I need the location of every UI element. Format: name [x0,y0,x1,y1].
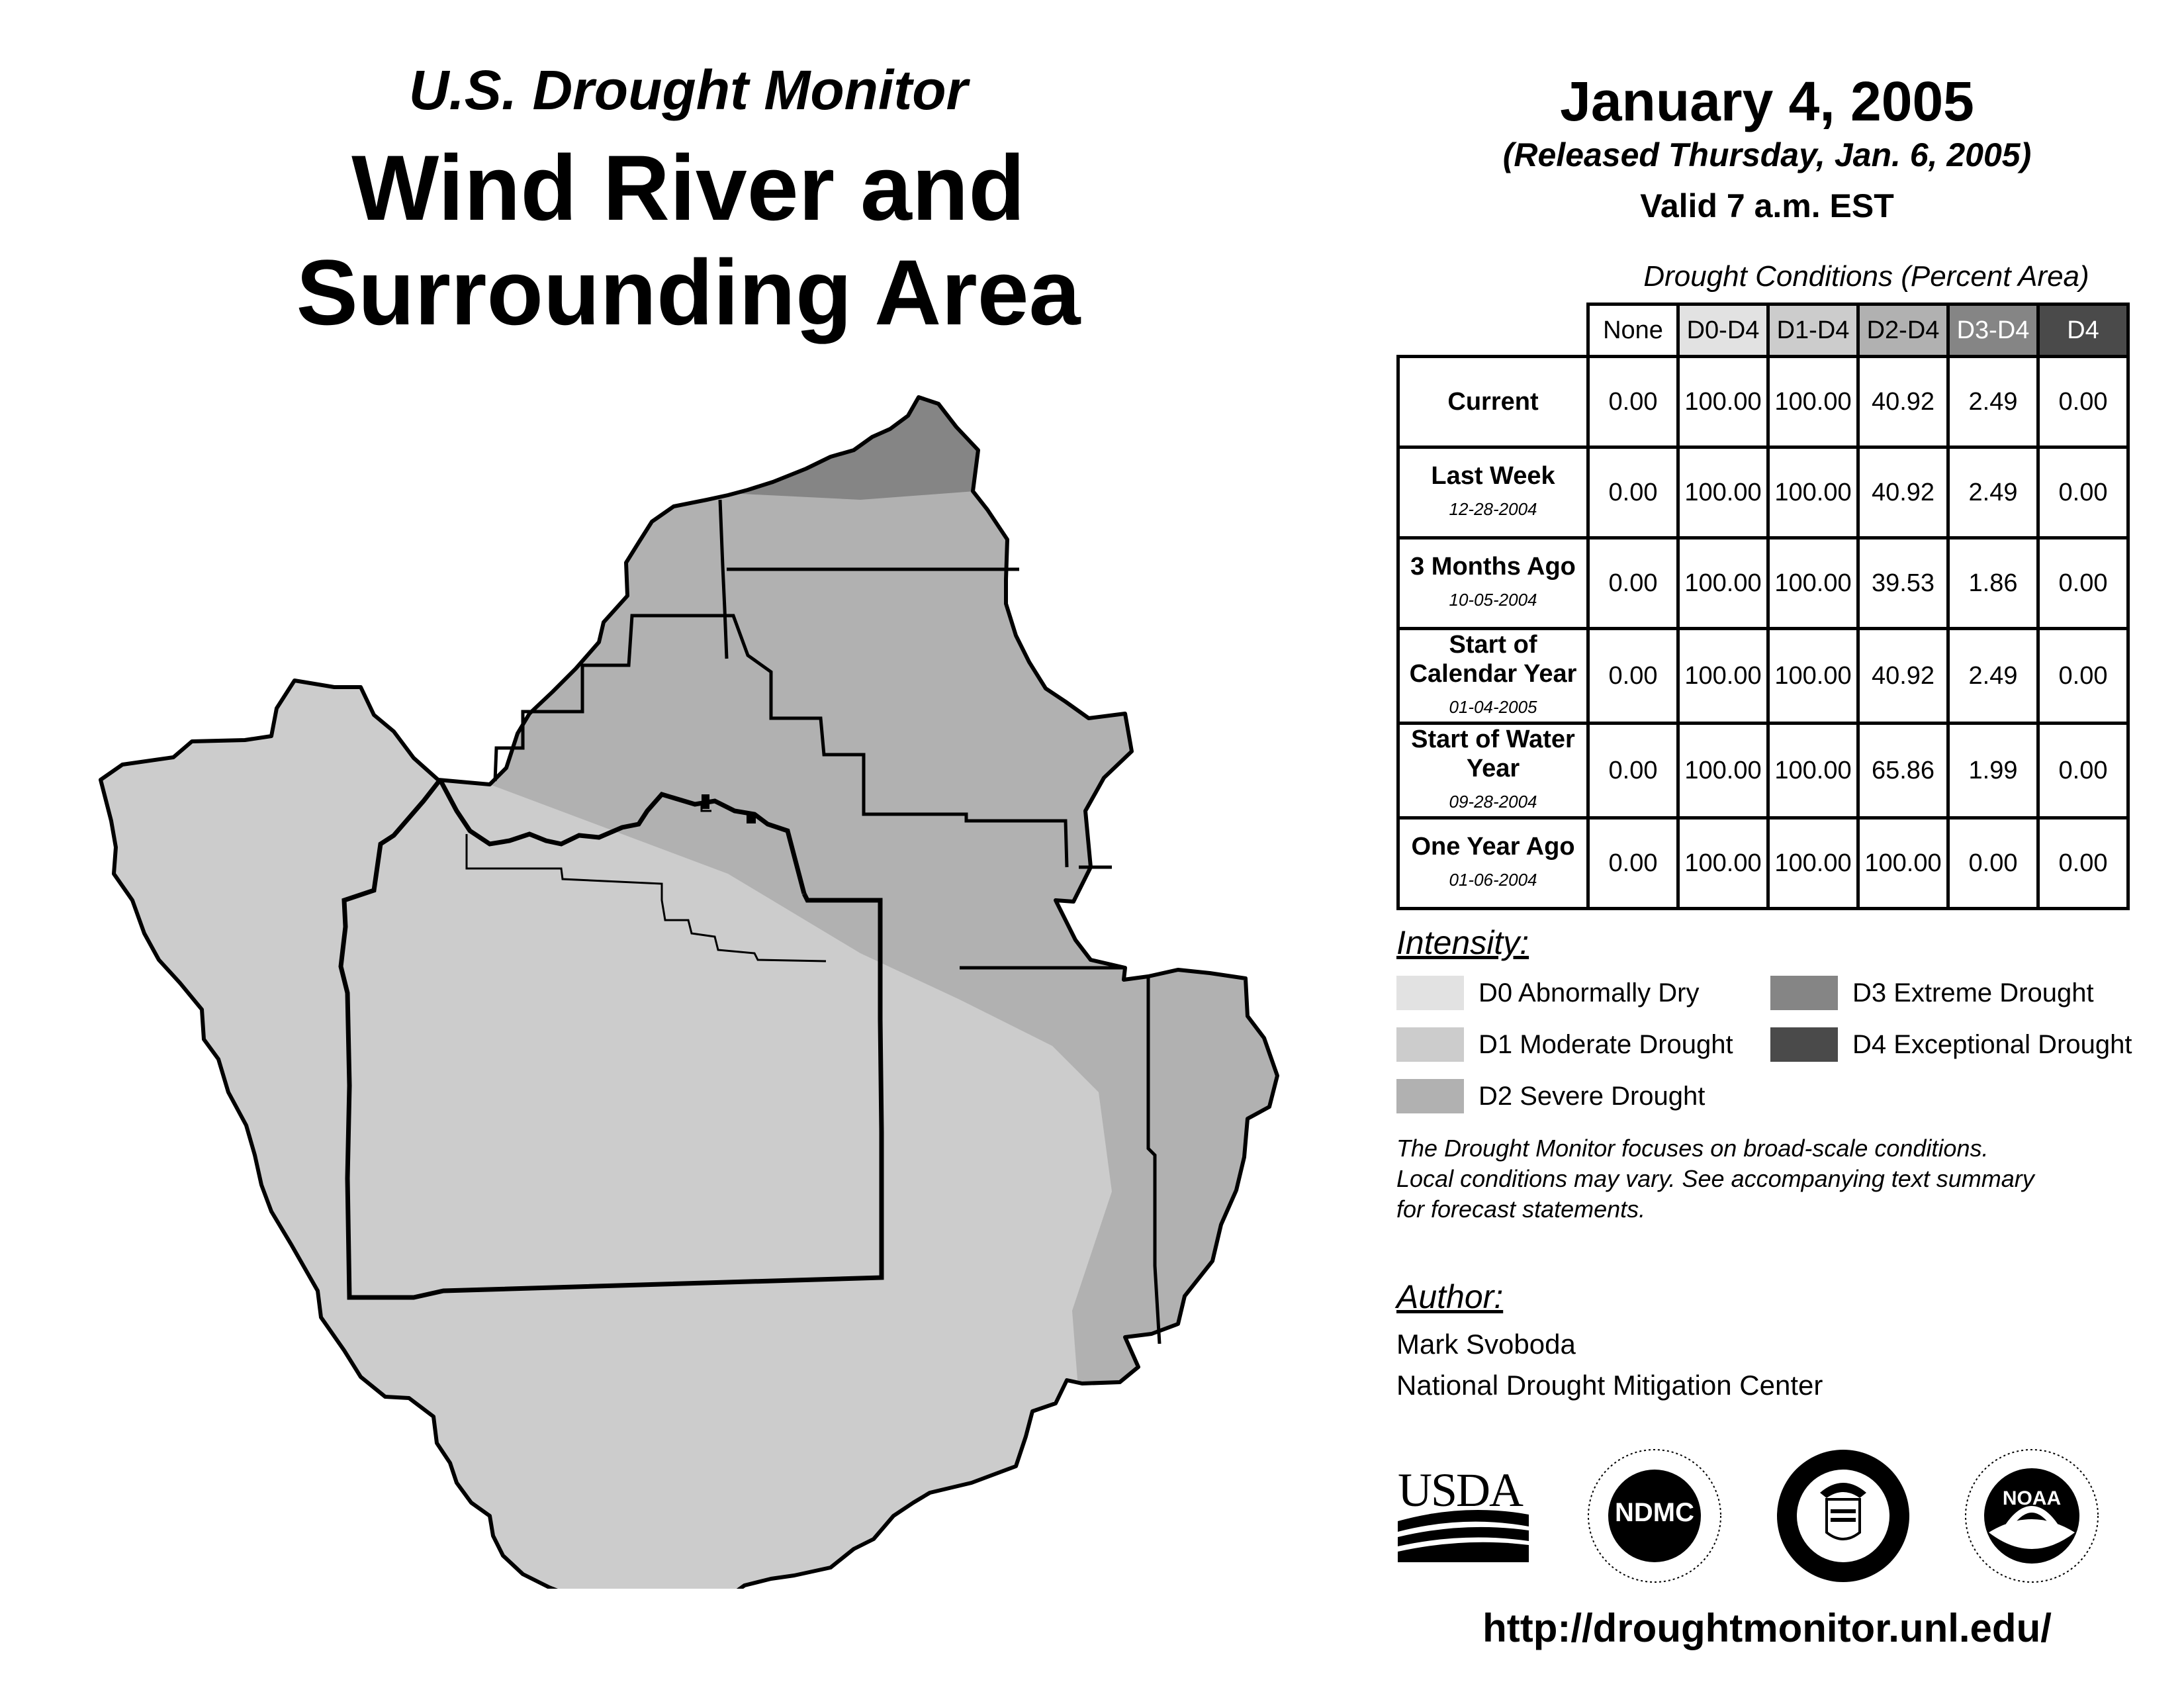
author-org: National Drought Mitigation Center [1396,1370,1823,1401]
legend-item-d1 [1396,1027,1733,1062]
table-cell: 2.49 [1948,357,2038,447]
table-row [1398,357,2128,447]
table-header-row [1398,305,2128,357]
legend-swatch-d0 [1396,976,1464,1010]
ndmc-logo-text: NDMC [1615,1498,1694,1527]
map-subtitle: U.S. Drought Monitor [408,59,968,121]
table-cell: 100.00 [1678,447,1768,538]
table-cell: 0.00 [2038,357,2128,447]
row-label [1398,629,1588,724]
commerce-seal-graphic [1774,1446,1913,1585]
noaa-logo [1962,1446,2101,1585]
row-label-text: Last Week [1431,462,1555,490]
legend-label: D0 Abnormally Dry [1479,978,1700,1008]
table-cell: 65.86 [1858,724,1948,818]
table-cell: 0.00 [1588,538,1678,629]
table-cell: 100.00 [1768,447,1858,538]
map-title-line2: Surrounding Area [296,240,1081,344]
table-cell: 0.00 [1588,629,1678,724]
disclaimer-note [1396,1133,2138,1225]
table-cell: 100.00 [1678,629,1768,724]
valid-time: Valid 7 a.m. EST [1640,187,1894,224]
row-label [1398,818,1588,909]
legend-label: D2 Severe Drought [1479,1081,1706,1111]
table-cell: 0.00 [1588,357,1678,447]
website-link[interactable]: http://droughtmonitor.unl.edu/ [1482,1606,2052,1650]
intensity-heading: Intensity: [1396,924,1529,961]
table-cell: 1.86 [1948,538,2038,629]
legend-label: D3 Extreme Drought [1852,978,2094,1008]
legend-swatch-d3 [1770,976,1838,1010]
table-cell: 100.00 [1678,818,1768,909]
table-cell: 0.00 [2038,818,2128,909]
row-date: 12-28-2004 [1449,499,1537,519]
legend-swatch-d2 [1396,1079,1464,1113]
row-date: 10-05-2004 [1449,590,1537,610]
noaa-logo-graphic [1962,1446,2101,1585]
legend-swatch-d4 [1770,1027,1838,1062]
table-cell: 0.00 [2038,629,2128,724]
table-cell: 100.00 [1678,357,1768,447]
table-row [1398,538,2128,629]
row-label-text: 3 Months Ago [1410,553,1576,581]
column-header-d3-d4: D3-D4 [1948,305,2038,357]
row-label [1398,538,1588,629]
table-row [1398,447,2128,538]
table-cell: 100.00 [1768,629,1858,724]
table-cell: 40.92 [1858,447,1948,538]
row-label [1398,357,1588,447]
table-cell: 40.92 [1858,629,1948,724]
table-cell: 100.00 [1858,818,1948,909]
table-cell: 40.92 [1858,357,1948,447]
table-cell: 100.00 [1678,538,1768,629]
author-heading: Author: [1396,1278,1504,1315]
table-corner [1398,305,1588,357]
map-date: January 4, 2005 [1560,70,1974,132]
table-row [1398,724,2128,818]
legend-item-d4 [1770,1027,2132,1062]
note-line: The Drought Monitor focuses on broad-scale conditions. [1396,1135,1989,1162]
table-cell: 2.49 [1948,447,2038,538]
table-cell: 0.00 [1588,724,1678,818]
table-cell: 39.53 [1858,538,1948,629]
column-header-d0-d4: D0-D4 [1678,305,1768,357]
legend-label: D1 Moderate Drought [1479,1029,1733,1059]
legend-item-d0 [1396,976,1699,1010]
legend-item-d2 [1396,1079,1705,1113]
row-label-text: Start of Calendar Year [1409,631,1577,688]
legend-label: D4 Exceptional Drought [1852,1029,2132,1059]
table-cell: 2.49 [1948,629,2038,724]
row-date: 01-04-2005 [1449,697,1537,717]
table-cell: 100.00 [1678,724,1768,818]
conditions-table [1396,303,2130,910]
table-row [1398,629,2128,724]
row-label-text: Current [1447,388,1539,416]
author-block [1396,1324,1823,1406]
row-date: 01-06-2004 [1449,870,1537,890]
table-cell: 0.00 [1948,818,2038,909]
table-row [1398,818,2128,909]
legend-swatch-d1 [1396,1027,1464,1062]
author-name: Mark Svoboda [1396,1329,1576,1360]
commerce-seal [1774,1446,1913,1585]
note-line: for forecast statements. [1396,1196,1646,1223]
table-cell: 0.00 [2038,538,2128,629]
release-date: (Released Thursday, Jan. 6, 2005) [1502,136,2032,173]
table-cell: 0.00 [1588,818,1678,909]
table-cell: 0.00 [2038,447,2128,538]
row-label [1398,447,1588,538]
table-cell: 0.00 [2038,724,2128,818]
usda-logo-text: USDA [1398,1464,1523,1517]
row-label-text: One Year Ago [1411,833,1575,861]
row-label-text: Start of Water Year [1411,726,1575,782]
table-cell: 100.00 [1768,357,1858,447]
column-header-none: None [1588,305,1678,357]
note-line: Local conditions may vary. See accompanying text summary [1396,1165,2034,1192]
column-header-d1-d4: D1-D4 [1768,305,1858,357]
column-header-d4: D4 [2038,305,2128,357]
column-header-d2-d4: D2-D4 [1858,305,1948,357]
noaa-logo-text: NOAA [2002,1487,2062,1509]
table-cell: 100.00 [1768,724,1858,818]
table-cell: 1.99 [1948,724,2038,818]
legend-item-d3 [1770,976,2094,1010]
table-cell: 100.00 [1768,818,1858,909]
usda-logo [1398,1463,1529,1562]
table-cell: 0.00 [1588,447,1678,538]
row-label [1398,724,1588,818]
conditions-title: Drought Conditions (Percent Area) [1643,260,2089,293]
map-title-line1: Wind River and [351,136,1025,240]
ndmc-logo [1585,1446,1724,1585]
table-cell: 100.00 [1768,538,1858,629]
row-date: 09-28-2004 [1449,792,1537,812]
